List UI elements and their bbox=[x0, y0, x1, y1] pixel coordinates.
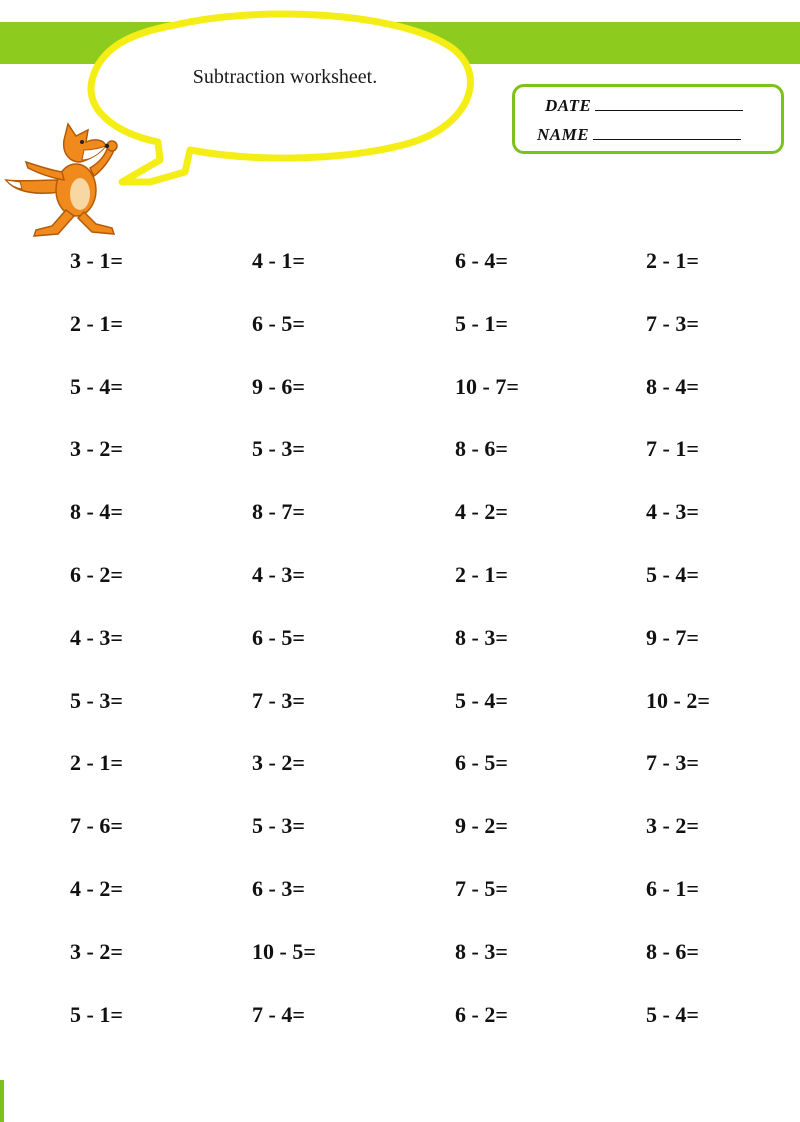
problem-r12-c2: 10 - 5= bbox=[252, 939, 316, 964]
problem-r5-c1: 8 - 4= bbox=[70, 499, 123, 524]
problem-r4-c2: 5 - 3= bbox=[252, 436, 305, 461]
problem-r2-c1: 2 - 1= bbox=[70, 311, 123, 336]
problem-r9-c4: 7 - 3= bbox=[646, 750, 699, 775]
problem-r13-c3: 6 - 2= bbox=[455, 1002, 508, 1027]
problem-r2-c3: 5 - 1= bbox=[455, 311, 508, 336]
problem-r6-c1: 6 - 2= bbox=[70, 562, 123, 587]
problem-r8-c1: 5 - 3= bbox=[70, 688, 123, 713]
problem-r10-c4: 3 - 2= bbox=[646, 813, 699, 838]
problem-r1-c2: 4 - 1= bbox=[252, 248, 305, 273]
problem-r7-c2: 6 - 5= bbox=[252, 625, 305, 650]
problem-r10-c2: 5 - 3= bbox=[252, 813, 305, 838]
page-edge-accent bbox=[0, 1080, 4, 1122]
problem-r3-c2: 9 - 6= bbox=[252, 374, 305, 399]
problem-r12-c4: 8 - 6= bbox=[646, 939, 699, 964]
problem-r8-c3: 5 - 4= bbox=[455, 688, 508, 713]
problem-r1-c1: 3 - 1= bbox=[70, 248, 123, 273]
problem-r2-c4: 7 - 3= bbox=[646, 311, 699, 336]
problem-r13-c2: 7 - 4= bbox=[252, 1002, 305, 1027]
problem-r9-c3: 6 - 5= bbox=[455, 750, 508, 775]
problem-r11-c3: 7 - 5= bbox=[455, 876, 508, 901]
problem-r12-c3: 8 - 3= bbox=[455, 939, 508, 964]
problem-r13-c1: 5 - 1= bbox=[70, 1002, 123, 1027]
problem-r11-c2: 6 - 3= bbox=[252, 876, 305, 901]
name-label: NAME bbox=[537, 125, 590, 144]
problem-r8-c4: 10 - 2= bbox=[646, 688, 710, 713]
date-label: DATE bbox=[545, 96, 592, 115]
problem-r5-c4: 4 - 3= bbox=[646, 499, 699, 524]
problem-r3-c3: 10 - 7= bbox=[455, 374, 519, 399]
problem-r3-c4: 8 - 4= bbox=[646, 374, 699, 399]
problem-r9-c2: 3 - 2= bbox=[252, 750, 305, 775]
problem-r4-c4: 7 - 1= bbox=[646, 436, 699, 461]
problem-r4-c1: 3 - 2= bbox=[70, 436, 123, 461]
problem-r11-c4: 6 - 1= bbox=[646, 876, 699, 901]
problem-r6-c3: 2 - 1= bbox=[455, 562, 508, 587]
problem-r1-c3: 6 - 4= bbox=[455, 248, 508, 273]
problem-r10-c3: 9 - 2= bbox=[455, 813, 508, 838]
problem-r13-c4: 5 - 4= bbox=[646, 1002, 699, 1027]
problem-r12-c1: 3 - 2= bbox=[70, 939, 123, 964]
problem-r3-c1: 5 - 4= bbox=[70, 374, 123, 399]
problem-r4-c3: 8 - 6= bbox=[455, 436, 508, 461]
problem-r7-c1: 4 - 3= bbox=[70, 625, 123, 650]
problem-r1-c4: 2 - 1= bbox=[646, 248, 699, 273]
problem-r7-c3: 8 - 3= bbox=[455, 625, 508, 650]
problem-r9-c1: 2 - 1= bbox=[70, 750, 123, 775]
problem-r5-c3: 4 - 2= bbox=[455, 499, 508, 524]
worksheet-title: Subtraction worksheet. bbox=[192, 66, 378, 88]
problem-r8-c2: 7 - 3= bbox=[252, 688, 305, 713]
problem-r2-c2: 6 - 5= bbox=[252, 311, 305, 336]
problem-r5-c2: 8 - 7= bbox=[252, 499, 305, 524]
problem-r6-c2: 4 - 3= bbox=[252, 562, 305, 587]
problem-r6-c4: 5 - 4= bbox=[646, 562, 699, 587]
problem-r10-c1: 7 - 6= bbox=[70, 813, 123, 838]
problem-r11-c1: 4 - 2= bbox=[70, 876, 123, 901]
problem-r7-c4: 9 - 7= bbox=[646, 625, 699, 650]
